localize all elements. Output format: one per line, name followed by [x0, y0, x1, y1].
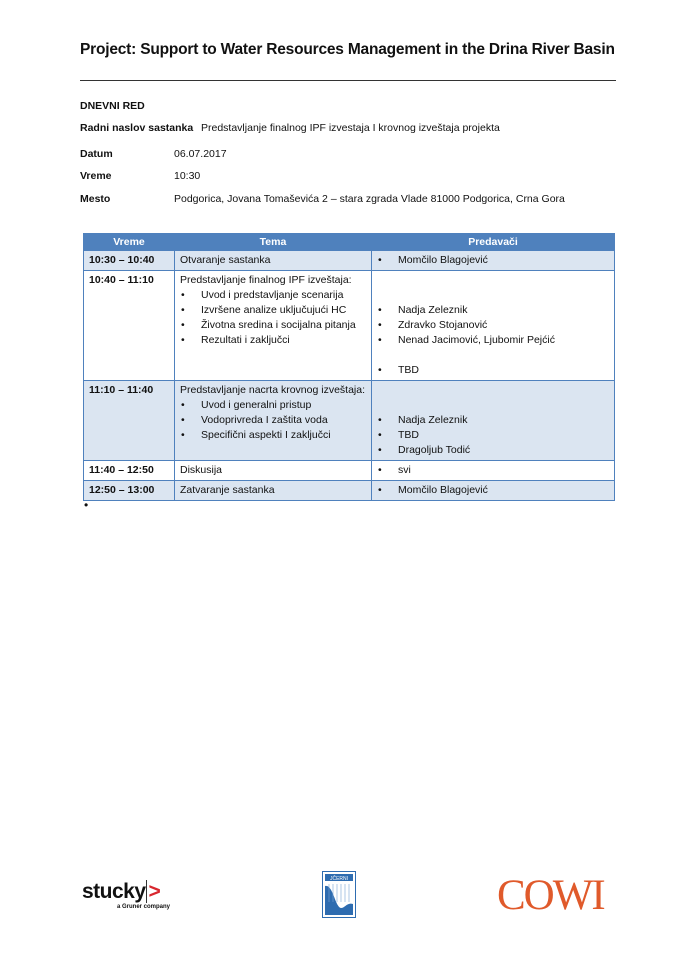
header-tema: Tema [175, 234, 372, 251]
meeting-title-label: Radni naslov sastanka [80, 122, 194, 134]
row-time: 11:40 – 12:50 [84, 461, 175, 481]
stucky-logo [82, 880, 170, 910]
table-row [84, 271, 615, 381]
header-vreme: Vreme [84, 234, 175, 251]
row-topic: Zatvaranje sastanka [175, 481, 372, 501]
trailing-bullet: • [84, 498, 89, 512]
title-divider [80, 80, 616, 81]
speaker: • TBD [377, 428, 609, 443]
table-row [84, 481, 615, 501]
stucky-wordmark: stucky [82, 880, 146, 903]
topic-item: • Specifični aspekti I zaključci [180, 428, 366, 443]
svg-text:JČERNI: JČERNI [329, 876, 349, 882]
speaker: • Nadja Zeleznik [377, 413, 609, 428]
row-topic [175, 271, 372, 381]
topic-item: • Životna sredina i socijalna pitanja [180, 318, 366, 333]
agenda-heading: DNEVNI RED [80, 100, 145, 112]
row-time: 12:50 – 13:00 [84, 481, 175, 501]
location-label: Mesto [80, 193, 111, 205]
row-speakers [372, 461, 615, 481]
speaker: • Momčilo Blagojević [377, 483, 609, 498]
document-title: Project: Support to Water Resources Management in the Drina River Basin [80, 41, 615, 58]
topic-title: Predstavljanje finalnog IPF izveštaja: [180, 274, 352, 286]
row-speakers [372, 381, 615, 461]
row-speakers [372, 271, 615, 381]
row-speakers [372, 481, 615, 501]
row-topic: Diskusija [175, 461, 372, 481]
table-row [84, 461, 615, 481]
row-topic [175, 381, 372, 461]
topic-item: • Vodoprivreda I zaštita voda [180, 413, 366, 428]
table-row [84, 381, 615, 461]
speaker: • Nadja Zeleznik [377, 303, 609, 318]
topic-item: • Rezultati i zaključci [180, 333, 366, 348]
location-value: Podgorica, Jovana Tomaševića 2 – stara zgrada Vlade 81000 Podgorica, Crna Gora [174, 193, 565, 205]
topic-item: • Uvod i generalni pristup [180, 398, 366, 413]
agenda-table [83, 233, 615, 501]
date-label: Datum [80, 148, 113, 160]
meeting-title-value: Predstavljanje finalnog IPF izvestaja I krovnog izveštaja projekta [201, 122, 500, 134]
topic-item: • Izvršene analize uključujući HC [180, 303, 366, 318]
row-time: 10:30 – 10:40 [84, 251, 175, 271]
time-value: 10:30 [174, 170, 201, 182]
row-speakers [372, 251, 615, 271]
speaker: • svi [377, 463, 609, 478]
row-time: 11:10 – 11:40 [84, 381, 175, 461]
speaker: • Dragoljub Todić [377, 443, 609, 458]
cowi-logo: COWI [497, 872, 604, 919]
speaker: • Nenad Jacimović, Ljubomir Pejćić [377, 333, 609, 348]
row-time: 10:40 – 11:10 [84, 271, 175, 381]
stucky-arrow-icon: > [146, 880, 161, 903]
speaker: • Momčilo Blagojević [377, 253, 609, 268]
date-value: 06.07.2017 [174, 148, 227, 160]
jcerni-logo [322, 871, 356, 918]
topic-item: • Uvod i predstavljanje scenarija [180, 288, 366, 303]
speaker: • Zdravko Stojanović [377, 318, 609, 333]
jcerni-emblem-icon [323, 872, 355, 917]
row-topic: Otvaranje sastanka [175, 251, 372, 271]
speaker: • TBD [377, 363, 609, 378]
header-predavaci: Predavači [372, 234, 615, 251]
time-label: Vreme [80, 170, 112, 182]
table-row [84, 251, 615, 271]
topic-title: Predstavljanje nacrta krovnog izveštaja: [180, 384, 366, 396]
stucky-subtitle: a Gruner company [117, 904, 171, 910]
